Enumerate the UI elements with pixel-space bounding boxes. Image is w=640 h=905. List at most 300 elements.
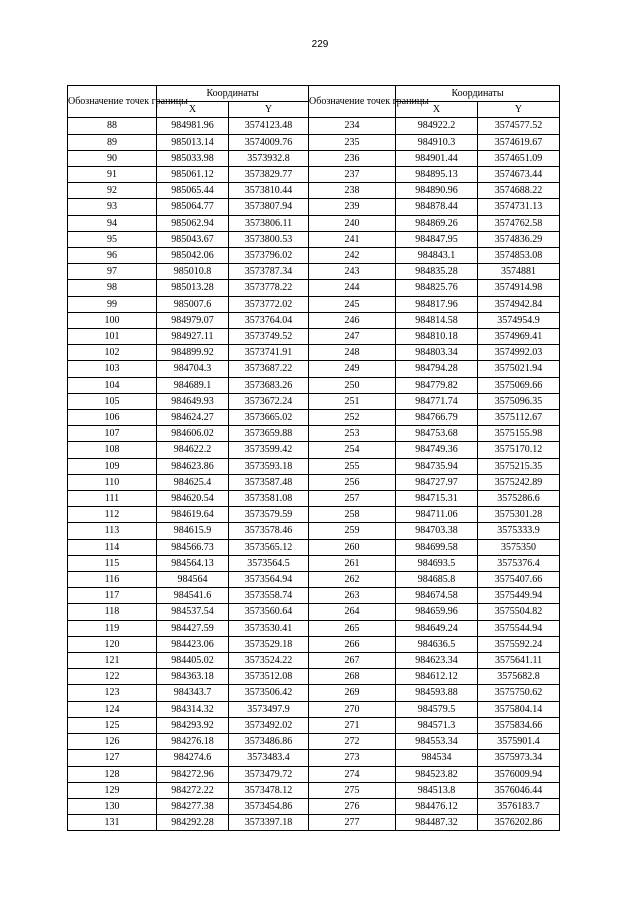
- right-point-number: 237: [309, 166, 396, 182]
- right-x-coordinate: 984901.44: [396, 150, 478, 166]
- table-row: [68, 636, 560, 652]
- left-y-coordinate: 3573506.42: [229, 685, 309, 701]
- left-point-number: 128: [68, 766, 157, 782]
- table-row: [68, 523, 560, 539]
- left-point-number: 108: [68, 442, 157, 458]
- right-y-coordinate: 3575592.24: [478, 636, 560, 652]
- right-x-coordinate: 984623.34: [396, 653, 478, 669]
- left-point-number: 124: [68, 701, 157, 717]
- table-row: [68, 248, 560, 264]
- table-row: [68, 669, 560, 685]
- left-point-number: 109: [68, 458, 157, 474]
- right-y-coordinate: 3574673.44: [478, 166, 560, 182]
- right-y-coordinate: 3575069.66: [478, 377, 560, 393]
- right-x-coordinate: 984476.12: [396, 798, 478, 814]
- right-x-coordinate: 984817.96: [396, 296, 478, 312]
- left-y-coordinate: 3573810.44: [229, 183, 309, 199]
- left-x-coordinate: 985042.06: [157, 248, 229, 264]
- right-point-number: 244: [309, 280, 396, 296]
- right-point-number: 245: [309, 296, 396, 312]
- left-x-coordinate: 984615.9: [157, 523, 229, 539]
- left-point-number: 116: [68, 572, 157, 588]
- left-x-coordinate: 984272.96: [157, 766, 229, 782]
- right-x-coordinate: 984659.96: [396, 604, 478, 620]
- left-point-number: 105: [68, 393, 157, 409]
- left-x-coordinate: 984623.86: [157, 458, 229, 474]
- left-x-coordinate: 985013.14: [157, 134, 229, 150]
- table-row: [68, 653, 560, 669]
- table-row: [68, 701, 560, 717]
- page-number: 229: [311, 39, 329, 50]
- table-row: [68, 815, 560, 831]
- right-x-coordinate: 984593.88: [396, 685, 478, 701]
- left-x-coordinate: 984979.07: [157, 312, 229, 328]
- right-x-coordinate: 984922.2: [396, 118, 478, 134]
- table-row: [68, 588, 560, 604]
- right-point-number: 247: [309, 329, 396, 345]
- left-point-number: 90: [68, 150, 157, 166]
- right-point-number: 236: [309, 150, 396, 166]
- left-point-number: 98: [68, 280, 157, 296]
- left-x-coordinate: 984277.38: [157, 798, 229, 814]
- left-point-number: 92: [68, 183, 157, 199]
- right-x-coordinate: 984749.36: [396, 442, 478, 458]
- left-point-number: 113: [68, 523, 157, 539]
- left-point-number: 123: [68, 685, 157, 701]
- left-point-number: 114: [68, 539, 157, 555]
- left-x-coordinate: 985013.28: [157, 280, 229, 296]
- left-y-coordinate: 3574009.76: [229, 134, 309, 150]
- right-y-coordinate: 3574992.03: [478, 345, 560, 361]
- right-x-coordinate: 984612.12: [396, 669, 478, 685]
- table-row: [68, 507, 560, 523]
- table-row: [68, 782, 560, 798]
- right-point-number: 274: [309, 766, 396, 782]
- right-y-coordinate: 3574969.41: [478, 329, 560, 345]
- header-coordinates-right: Координаты: [396, 86, 560, 102]
- table-row: [68, 474, 560, 490]
- table-row: [68, 604, 560, 620]
- left-point-number: 100: [68, 312, 157, 328]
- right-point-number: 249: [309, 361, 396, 377]
- right-point-number: 268: [309, 669, 396, 685]
- left-x-coordinate: 984427.59: [157, 620, 229, 636]
- left-y-coordinate: 3573778.22: [229, 280, 309, 296]
- table-row: [68, 231, 560, 247]
- right-x-coordinate: 984693.5: [396, 555, 478, 571]
- right-y-coordinate: 3575901.4: [478, 734, 560, 750]
- left-point-number: 126: [68, 734, 157, 750]
- right-y-coordinate: 3575286.6: [478, 491, 560, 507]
- left-x-coordinate: 984276.18: [157, 734, 229, 750]
- right-x-coordinate: 984794.28: [396, 361, 478, 377]
- left-x-coordinate: 984619.64: [157, 507, 229, 523]
- left-x-coordinate: 984566.73: [157, 539, 229, 555]
- left-y-coordinate: 3573483.4: [229, 750, 309, 766]
- left-x-coordinate: 984689.1: [157, 377, 229, 393]
- right-y-coordinate: 3575682.8: [478, 669, 560, 685]
- table-row: [68, 766, 560, 782]
- right-x-coordinate: 984523.82: [396, 766, 478, 782]
- left-point-number: 119: [68, 620, 157, 636]
- table-row: [68, 183, 560, 199]
- right-y-coordinate: 3576202.86: [478, 815, 560, 831]
- right-y-coordinate: 3575021.94: [478, 361, 560, 377]
- right-point-number: 248: [309, 345, 396, 361]
- right-x-coordinate: 984814.58: [396, 312, 478, 328]
- table-row: [68, 410, 560, 426]
- left-y-coordinate: 3573497.9: [229, 701, 309, 717]
- left-y-coordinate: 3573524.22: [229, 653, 309, 669]
- left-point-number: 104: [68, 377, 157, 393]
- left-y-coordinate: 3574123.48: [229, 118, 309, 134]
- left-y-coordinate: 3573741.91: [229, 345, 309, 361]
- header-y-right: Y: [478, 102, 560, 118]
- left-point-number: 94: [68, 215, 157, 231]
- right-y-coordinate: 3574651.09: [478, 150, 560, 166]
- left-point-number: 95: [68, 231, 157, 247]
- left-y-coordinate: 3573564.94: [229, 572, 309, 588]
- left-x-coordinate: 984423.06: [157, 636, 229, 652]
- table-row: [68, 572, 560, 588]
- table-row: [68, 539, 560, 555]
- left-x-coordinate: 984927.11: [157, 329, 229, 345]
- right-x-coordinate: 984685.8: [396, 572, 478, 588]
- left-x-coordinate: 984899.92: [157, 345, 229, 361]
- right-x-coordinate: 984699.58: [396, 539, 478, 555]
- right-x-coordinate: 984534: [396, 750, 478, 766]
- right-point-number: 235: [309, 134, 396, 150]
- left-y-coordinate: 3573749.52: [229, 329, 309, 345]
- left-point-number: 131: [68, 815, 157, 831]
- table-row: [68, 620, 560, 636]
- left-y-coordinate: 3573787.34: [229, 264, 309, 280]
- right-y-coordinate: 3575544.94: [478, 620, 560, 636]
- right-x-coordinate: 984835.28: [396, 264, 478, 280]
- left-point-number: 96: [68, 248, 157, 264]
- left-point-number: 102: [68, 345, 157, 361]
- table-row: [68, 280, 560, 296]
- right-x-coordinate: 984910.3: [396, 134, 478, 150]
- left-y-coordinate: 3573932.8: [229, 150, 309, 166]
- left-point-number: 97: [68, 264, 157, 280]
- left-y-coordinate: 3573665.02: [229, 410, 309, 426]
- right-y-coordinate: 3574619.67: [478, 134, 560, 150]
- left-y-coordinate: 3573772.02: [229, 296, 309, 312]
- left-x-coordinate: 984649.93: [157, 393, 229, 409]
- right-y-coordinate: 3575449.94: [478, 588, 560, 604]
- right-x-coordinate: 984890.96: [396, 183, 478, 199]
- header-x-right: X: [396, 102, 478, 118]
- left-y-coordinate: 3573560.64: [229, 604, 309, 620]
- right-point-number: 261: [309, 555, 396, 571]
- left-y-coordinate: 3573581.08: [229, 491, 309, 507]
- right-x-coordinate: 984703.38: [396, 523, 478, 539]
- right-point-number: 246: [309, 312, 396, 328]
- right-x-coordinate: 984513.8: [396, 782, 478, 798]
- right-y-coordinate: 3575242.89: [478, 474, 560, 490]
- left-x-coordinate: 984625.4: [157, 474, 229, 490]
- left-x-coordinate: 984537.54: [157, 604, 229, 620]
- left-x-coordinate: 985061.12: [157, 166, 229, 182]
- right-y-coordinate: 3574836.29: [478, 231, 560, 247]
- right-y-coordinate: 3574688.22: [478, 183, 560, 199]
- left-y-coordinate: 3573587.48: [229, 474, 309, 490]
- right-x-coordinate: 984869.26: [396, 215, 478, 231]
- right-x-coordinate: 984487.32: [396, 815, 478, 831]
- right-point-number: 275: [309, 782, 396, 798]
- right-x-coordinate: 984895.13: [396, 166, 478, 182]
- table-row: [68, 345, 560, 361]
- left-x-coordinate: 985065.44: [157, 183, 229, 199]
- table-row: [68, 134, 560, 150]
- table-row: [68, 426, 560, 442]
- right-point-number: 262: [309, 572, 396, 588]
- header-y-left: Y: [229, 102, 309, 118]
- right-y-coordinate: 3574731.13: [478, 199, 560, 215]
- table-row: [68, 442, 560, 458]
- right-point-number: 258: [309, 507, 396, 523]
- table-row: [68, 296, 560, 312]
- right-y-coordinate: 3575407.66: [478, 572, 560, 588]
- right-y-coordinate: 3575350: [478, 539, 560, 555]
- right-point-number: 239: [309, 199, 396, 215]
- right-y-coordinate: 3575750.62: [478, 685, 560, 701]
- table-row: [68, 717, 560, 733]
- left-x-coordinate: 984981.96: [157, 118, 229, 134]
- right-point-number: 257: [309, 491, 396, 507]
- right-x-coordinate: 984553.34: [396, 734, 478, 750]
- left-y-coordinate: 3573593.18: [229, 458, 309, 474]
- right-x-coordinate: 984878.44: [396, 199, 478, 215]
- right-point-number: 250: [309, 377, 396, 393]
- right-y-coordinate: 3574881: [478, 264, 560, 280]
- right-x-coordinate: 984674.58: [396, 588, 478, 604]
- table-row: [68, 150, 560, 166]
- right-point-number: 240: [309, 215, 396, 231]
- table-row: [68, 329, 560, 345]
- left-x-coordinate: 984622.2: [157, 442, 229, 458]
- left-point-number: 122: [68, 669, 157, 685]
- right-x-coordinate: 984636.5: [396, 636, 478, 652]
- right-x-coordinate: 984753.68: [396, 426, 478, 442]
- left-y-coordinate: 3573565.12: [229, 539, 309, 555]
- right-point-number: 254: [309, 442, 396, 458]
- right-point-number: 256: [309, 474, 396, 490]
- right-y-coordinate: 3574954.9: [478, 312, 560, 328]
- table-body: [68, 118, 560, 831]
- left-x-coordinate: 984274.6: [157, 750, 229, 766]
- right-x-coordinate: 984727.97: [396, 474, 478, 490]
- right-y-coordinate: 3575804.14: [478, 701, 560, 717]
- right-y-coordinate: 3575504.82: [478, 604, 560, 620]
- left-x-coordinate: 984606.02: [157, 426, 229, 442]
- right-x-coordinate: 984825.76: [396, 280, 478, 296]
- table-header: [68, 86, 560, 118]
- left-point-number: 115: [68, 555, 157, 571]
- left-y-coordinate: 3573397.18: [229, 815, 309, 831]
- right-point-number: 276: [309, 798, 396, 814]
- left-point-number: 103: [68, 361, 157, 377]
- left-y-coordinate: 3573579.59: [229, 507, 309, 523]
- left-x-coordinate: 984343.7: [157, 685, 229, 701]
- table-row: [68, 312, 560, 328]
- right-point-number: 264: [309, 604, 396, 620]
- left-point-number: 101: [68, 329, 157, 345]
- right-x-coordinate: 984711.06: [396, 507, 478, 523]
- left-point-number: 117: [68, 588, 157, 604]
- right-y-coordinate: 3574942.84: [478, 296, 560, 312]
- right-y-coordinate: 3575170.12: [478, 442, 560, 458]
- table-row: [68, 555, 560, 571]
- right-x-coordinate: 984649.24: [396, 620, 478, 636]
- left-point-number: 112: [68, 507, 157, 523]
- right-y-coordinate: 3575096.35: [478, 393, 560, 409]
- left-point-number: 110: [68, 474, 157, 490]
- left-x-coordinate: 984293.92: [157, 717, 229, 733]
- table-row: [68, 118, 560, 134]
- right-x-coordinate: 984843.1: [396, 248, 478, 264]
- left-point-number: 118: [68, 604, 157, 620]
- left-x-coordinate: 984272.22: [157, 782, 229, 798]
- left-y-coordinate: 3573829.77: [229, 166, 309, 182]
- left-x-coordinate: 984314.32: [157, 701, 229, 717]
- left-point-number: 88: [68, 118, 157, 134]
- left-x-coordinate: 985007.6: [157, 296, 229, 312]
- table-row: [68, 491, 560, 507]
- right-y-coordinate: 3574762.58: [478, 215, 560, 231]
- left-x-coordinate: 984564.13: [157, 555, 229, 571]
- right-point-number: 265: [309, 620, 396, 636]
- right-point-number: 251: [309, 393, 396, 409]
- right-point-number: 243: [309, 264, 396, 280]
- left-x-coordinate: 984363.18: [157, 669, 229, 685]
- left-x-coordinate: 985043.67: [157, 231, 229, 247]
- table-row: [68, 393, 560, 409]
- right-point-number: 253: [309, 426, 396, 442]
- table-row: [68, 734, 560, 750]
- right-x-coordinate: 984803.34: [396, 345, 478, 361]
- right-y-coordinate: 3575215.35: [478, 458, 560, 474]
- right-y-coordinate: 3576009.94: [478, 766, 560, 782]
- table-row: [68, 685, 560, 701]
- right-y-coordinate: 3575973.34: [478, 750, 560, 766]
- left-point-number: 129: [68, 782, 157, 798]
- left-y-coordinate: 3573687.22: [229, 361, 309, 377]
- left-y-coordinate: 3573454.86: [229, 798, 309, 814]
- table-row: [68, 166, 560, 182]
- right-x-coordinate: 984579.5: [396, 701, 478, 717]
- left-point-number: 130: [68, 798, 157, 814]
- left-y-coordinate: 3573529.18: [229, 636, 309, 652]
- left-y-coordinate: 3573683.26: [229, 377, 309, 393]
- right-y-coordinate: 3575155.98: [478, 426, 560, 442]
- table-row: [68, 199, 560, 215]
- right-y-coordinate: 3574853.08: [478, 248, 560, 264]
- right-point-number: 269: [309, 685, 396, 701]
- left-point-number: 111: [68, 491, 157, 507]
- right-y-coordinate: 3575333.9: [478, 523, 560, 539]
- right-point-number: 277: [309, 815, 396, 831]
- left-y-coordinate: 3573672.24: [229, 393, 309, 409]
- right-point-number: 241: [309, 231, 396, 247]
- left-point-number: 121: [68, 653, 157, 669]
- right-point-number: 273: [309, 750, 396, 766]
- table-row: [68, 215, 560, 231]
- left-y-coordinate: 3573478.12: [229, 782, 309, 798]
- table-row: [68, 458, 560, 474]
- right-point-number: 238: [309, 183, 396, 199]
- right-y-coordinate: 3575112.67: [478, 410, 560, 426]
- table-row: [68, 361, 560, 377]
- right-x-coordinate: 984766.79: [396, 410, 478, 426]
- right-point-number: 242: [309, 248, 396, 264]
- left-x-coordinate: 984564: [157, 572, 229, 588]
- right-x-coordinate: 984571.3: [396, 717, 478, 733]
- left-point-number: 93: [68, 199, 157, 215]
- left-x-coordinate: 984704.3: [157, 361, 229, 377]
- right-x-coordinate: 984810.18: [396, 329, 478, 345]
- left-y-coordinate: 3573807.94: [229, 199, 309, 215]
- left-y-coordinate: 3573486.86: [229, 734, 309, 750]
- left-x-coordinate: 984405.02: [157, 653, 229, 669]
- right-x-coordinate: 984735.94: [396, 458, 478, 474]
- left-y-coordinate: 3573659.88: [229, 426, 309, 442]
- left-y-coordinate: 3573800.53: [229, 231, 309, 247]
- left-y-coordinate: 3573530.41: [229, 620, 309, 636]
- right-point-number: 252: [309, 410, 396, 426]
- left-x-coordinate: 984292.28: [157, 815, 229, 831]
- left-y-coordinate: 3573512.08: [229, 669, 309, 685]
- left-point-number: 91: [68, 166, 157, 182]
- left-x-coordinate: 984620.54: [157, 491, 229, 507]
- left-x-coordinate: 985062.94: [157, 215, 229, 231]
- table-row: [68, 264, 560, 280]
- header-x-left: X: [157, 102, 229, 118]
- left-x-coordinate: 984541.6: [157, 588, 229, 604]
- right-point-number: 255: [309, 458, 396, 474]
- left-y-coordinate: 3573599.42: [229, 442, 309, 458]
- table-row: [68, 750, 560, 766]
- left-y-coordinate: 3573479.72: [229, 766, 309, 782]
- header-coordinates-left: Координаты: [157, 86, 309, 102]
- left-point-number: 99: [68, 296, 157, 312]
- right-point-number: 272: [309, 734, 396, 750]
- header-point-label-right: Обозначение точек границы: [309, 86, 396, 118]
- right-y-coordinate: 3576046.44: [478, 782, 560, 798]
- left-point-number: 120: [68, 636, 157, 652]
- right-x-coordinate: 984779.82: [396, 377, 478, 393]
- left-y-coordinate: 3573796.02: [229, 248, 309, 264]
- right-y-coordinate: 3574914.98: [478, 280, 560, 296]
- coordinates-table: [67, 85, 560, 831]
- right-y-coordinate: 3574577.52: [478, 118, 560, 134]
- right-x-coordinate: 984847.95: [396, 231, 478, 247]
- right-point-number: 263: [309, 588, 396, 604]
- right-y-coordinate: 3575301.28: [478, 507, 560, 523]
- left-y-coordinate: 3573764.04: [229, 312, 309, 328]
- right-y-coordinate: 3576183.7: [478, 798, 560, 814]
- left-y-coordinate: 3573558.74: [229, 588, 309, 604]
- left-x-coordinate: 985010.8: [157, 264, 229, 280]
- right-x-coordinate: 984771.74: [396, 393, 478, 409]
- right-point-number: 259: [309, 523, 396, 539]
- left-y-coordinate: 3573564.5: [229, 555, 309, 571]
- right-point-number: 271: [309, 717, 396, 733]
- right-y-coordinate: 3575641.11: [478, 653, 560, 669]
- right-point-number: 260: [309, 539, 396, 555]
- left-point-number: 89: [68, 134, 157, 150]
